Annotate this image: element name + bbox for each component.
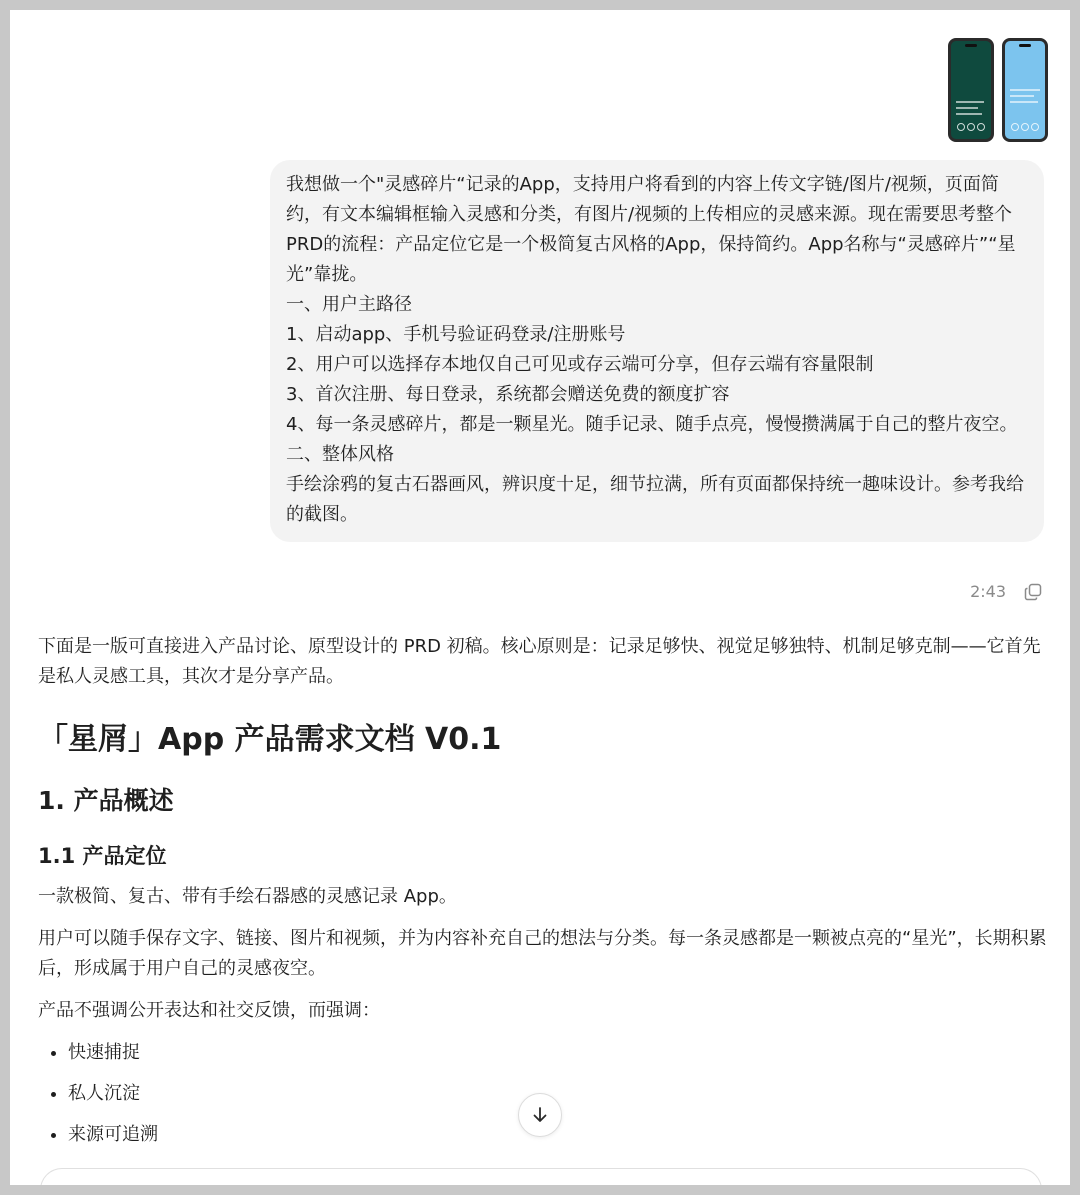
copy-icon[interactable] xyxy=(1024,583,1042,601)
paragraph: 一款极简、复古、带有手绘石器感的灵感记录 App。 xyxy=(38,886,457,907)
message-meta xyxy=(970,582,1042,601)
subsection-heading: 1.1 产品定位 xyxy=(38,844,167,868)
message-composer[interactable] xyxy=(40,1168,1042,1185)
message-line: 1、启动app、手机号验证码登录/注册账号 xyxy=(286,324,626,345)
document-title: 「星屑」App 产品需求文档 V0.1 xyxy=(38,722,502,757)
attachment-thumbnail[interactable] xyxy=(1002,38,1048,142)
message-line: 一、用户主路径 xyxy=(286,294,412,315)
chat-window xyxy=(10,10,1070,1185)
list-item: • 快速捕捉 xyxy=(68,1038,1048,1068)
message-line: 二、整体风格 xyxy=(286,444,394,465)
section-heading: 1. 产品概述 xyxy=(38,786,174,815)
assistant-response xyxy=(38,632,1048,1161)
message-line: 4、每一条灵感碎片，都是一颗星光。随手记录、随手点亮，慢慢攒满属于自己的整片夜空。 xyxy=(286,414,1018,435)
scroll-to-bottom-button[interactable] xyxy=(518,1093,562,1137)
response-intro: 下面是一版可直接进入产品讨论、原型设计的 PRD 初稿。核心原则是：记录足够快、视觉足够独特、机制足够克制——它首先是私人灵感工具，其次才是分享产品。 xyxy=(38,636,1041,687)
user-message-bubble xyxy=(270,160,1044,542)
attachment-thumbnail[interactable] xyxy=(948,38,994,142)
message-line: 2、用户可以选择存本地仅自己可见或存云端可分享，但存云端有容量限制 xyxy=(286,354,874,375)
message-line: 我想做一个"灵感碎片“记录的App，支持用户将看到的内容上传文字链/图片/视频，页面简约，有文本编辑框输入灵感和分类，有图片/视频的上传相应的灵感来源。现在需要思考整个PRD的流程：产品定位它是一个极简复古风格的App，保持简约。App名称与“灵感碎片”“星光”靠拢。 xyxy=(286,174,1016,285)
message-line: 手绘涂鸦的复古石器画风，辨识度十足，细节拉满，所有页面都保持统一趣味设计。参考我给的截图。 xyxy=(286,474,1024,525)
message-time: 2:43 xyxy=(970,582,1006,601)
arrow-down-icon xyxy=(530,1105,550,1125)
list-item: • 来源可追溯 xyxy=(68,1120,1048,1150)
message-line: 3、首次注册、每日登录，系统都会赠送免费的额度扩容 xyxy=(286,384,730,405)
paragraph: 用户可以随手保存文字、链接、图片和视频，并为内容补充自己的想法与分类。每一条灵感都是一颗被点亮的“星光”，长期积累后，形成属于用户自己的灵感夜空。 xyxy=(38,928,1047,979)
paragraph: 产品不强调公开表达和社交反馈，而强调： xyxy=(38,1000,380,1021)
attachment-thumbnails xyxy=(948,38,1048,142)
list-item: • 私人沉淀 xyxy=(68,1079,1048,1109)
